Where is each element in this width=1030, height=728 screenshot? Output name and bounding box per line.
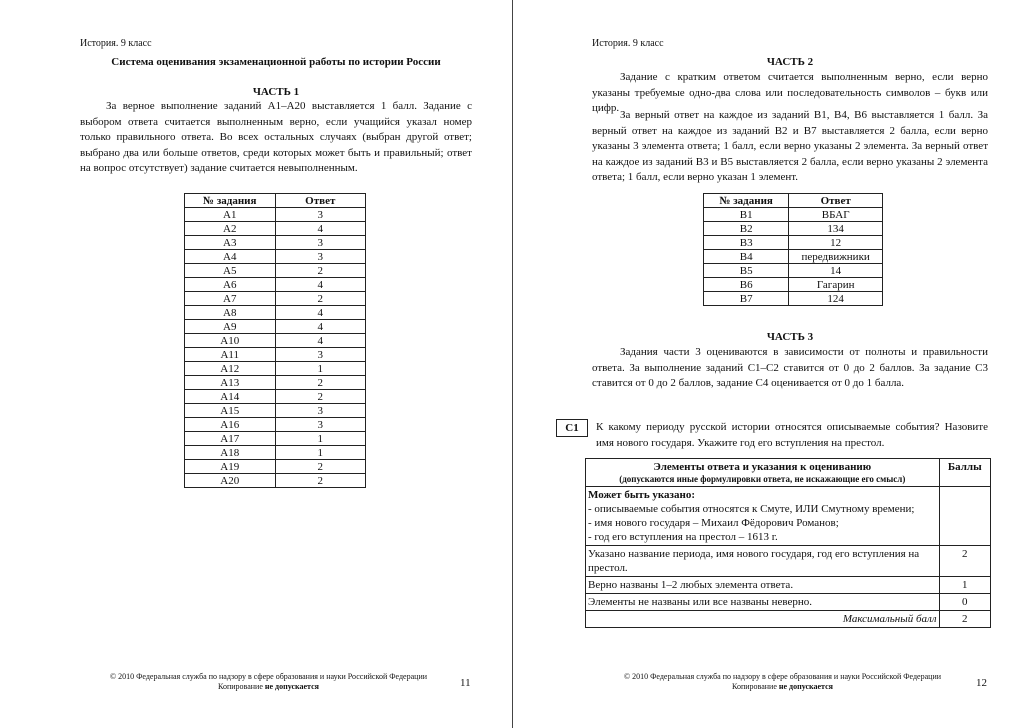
task-number-cell: А10 [185,334,276,348]
task-number-cell: В3 [704,236,789,250]
task-number-cell: А15 [185,404,276,418]
table-row [185,418,366,432]
column-header-answer: Ответ [275,194,365,208]
task-number-cell: А1 [185,208,276,222]
table-row [185,348,366,362]
task-number-cell: В5 [704,264,789,278]
page-left [0,0,513,728]
task-number-cell: А19 [185,460,276,474]
task-number-cell: В4 [704,250,789,264]
answer-cell: 3 [275,208,365,222]
table-row [185,250,366,264]
footer-copy-prefix: Копирование [732,682,779,691]
page-right [514,0,1030,728]
answer-cell: 124 [789,292,883,306]
task-number-cell: А5 [185,264,276,278]
table-row [185,222,366,236]
part2-paragraph-1: Задание с кратким ответом считается выполненным верно, если верно указаны требуемые одно-два слова или последовательность символов – букв или цифр. [592,71,988,114]
answer-cell: 3 [275,404,365,418]
task-c1-question: К какому периоду русской истории относятся описываемые события? Назовите имя нового государя. Укажите год его вступления на престол. [596,421,988,449]
answer-cell: 14 [789,264,883,278]
table-row [185,432,366,446]
page-number: 12 [976,677,987,689]
part1-paragraph: За верное выполнение заданий А1–А20 выставляется 1 балл. Задание с выбором ответа считается выполненным верно, если учащийся указал номер только правильного ответа. Во всех остальных случаях (выбран другой ответ; выбрано два или больше ответов, среди которых может быть и правильный; ответ на вопрос отсутствует) задание считается невыполненным. [80,100,472,174]
table-row [185,474,366,488]
table-row [185,404,366,418]
criteria-row-points: 1 [939,577,990,594]
answer-cell: 1 [275,446,365,460]
criteria-row-text: Верно названы 1–2 любых элемента ответа. [586,577,940,594]
table-row [185,208,366,222]
part3-paragraph: Задания части 3 оцениваются в зависимости от полноты и правильности ответа. За выполнение заданий С1–С2 ставится от 0 до 2 баллов. За задание С3 ставится от 0 до 2 баллов, задание С4 оценивается от 0 до 1 балла. [592,346,988,389]
criteria-element: - имя нового государя – Михаил Фёдорович Романов; [588,517,839,529]
task-number-cell: А4 [185,250,276,264]
answer-cell: ВБАГ [789,208,883,222]
answer-cell: 2 [275,292,365,306]
task-number-cell: А11 [185,348,276,362]
criteria-table [585,458,991,628]
answer-cell: 2 [275,264,365,278]
table-row [704,222,883,236]
table-row [704,208,883,222]
table-row [704,236,883,250]
table-row [185,362,366,376]
part2-paragraph-2: За верный ответ на каждое из заданий В1, В4, В6 выставляется 1 балл. За верный ответ на каждое из заданий В2 и В7 выставляется 2 балла, если верно указаны 3 элемента ответа; 1 балл, если верно указаны 2 элемента. За верный ответ на каждое из заданий В3 и В5 выставляется 2 балла, если верно указаны 2 элемента ответа; 1 балл, если верно указан 1 элемент. [592,109,988,183]
task-number-cell: А8 [185,306,276,320]
table-row [185,306,366,320]
answer-cell: 3 [275,418,365,432]
page-header: История. 9 класс [592,38,664,49]
answer-cell: 3 [275,348,365,362]
table-row [185,334,366,348]
table-row [185,390,366,404]
answer-cell: 4 [275,222,365,236]
answer-cell: 3 [275,250,365,264]
answer-cell: 4 [275,278,365,292]
answers-table-part2 [703,193,883,306]
table-row [185,292,366,306]
footer-copyright: © 2010 Федеральная служба по надзору в сфере образования и науки Российской Федерации [110,672,427,681]
table-row [185,460,366,474]
criteria-row-points: 0 [939,594,990,611]
answer-cell: 4 [275,334,365,348]
task-number-cell: А18 [185,446,276,460]
criteria-empty-cell [939,487,990,546]
answer-cell: 134 [789,222,883,236]
task-number-cell: В2 [704,222,789,236]
answer-cell: 4 [275,320,365,334]
answers-table-part1 [184,193,366,488]
footer-copy-warning: не допускается [264,682,319,691]
page-footer [96,672,441,692]
column-header-task: № задания [185,194,276,208]
criteria-header-points: Баллы [939,459,990,487]
column-header-answer: Ответ [789,194,883,208]
criteria-max-label: Максимальный балл [586,611,940,628]
task-number-cell: А17 [185,432,276,446]
task-number-cell: В7 [704,292,789,306]
part3-title: ЧАСТЬ 3 [766,331,814,343]
table-row [185,320,366,334]
criteria-header-sub: (допускаются иные формулировки ответа, не искажающие его смысл) [619,474,906,484]
table-row [704,250,883,264]
task-number-cell: А6 [185,278,276,292]
answer-cell: 2 [275,376,365,390]
footer-copyright: © 2010 Федеральная служба по надзору в сфере образования и науки Российской Федерации [624,672,941,681]
answer-cell: 1 [275,432,365,446]
task-number-cell: А14 [185,390,276,404]
task-number-cell: В1 [704,208,789,222]
answer-cell: Гагарин [789,278,883,292]
column-header-task: № задания [704,194,789,208]
criteria-header [586,459,940,487]
table-row [704,292,883,306]
criteria-answer-elements [586,487,940,546]
answer-cell: 4 [275,306,365,320]
page-number: 11 [460,677,471,689]
answer-cell: 3 [275,236,365,250]
task-number-cell: А13 [185,376,276,390]
task-c1-label: С1 [556,419,588,437]
answer-cell: 2 [275,390,365,404]
table-row [704,264,883,278]
table-row [185,264,366,278]
criteria-may-be-label: Может быть указано: [588,489,695,501]
table-row [185,446,366,460]
page-footer [610,672,955,692]
task-number-cell: А2 [185,222,276,236]
criteria-max-points: 2 [939,611,990,628]
footer-copy-warning: не допускается [778,682,833,691]
footer-copy-prefix: Копирование [218,682,265,691]
answer-cell: передвижники [789,250,883,264]
answer-cell: 2 [275,460,365,474]
task-number-cell: А3 [185,236,276,250]
part1-title: ЧАСТЬ 1 [252,86,300,98]
answer-cell: 2 [275,474,365,488]
criteria-element: - год его вступления на престол – 1613 г. [588,531,778,543]
task-number-cell: А7 [185,292,276,306]
part2-title: ЧАСТЬ 2 [766,56,814,68]
criteria-row-text: Указано название периода, имя нового государя, год его вступления на престол. [586,546,940,577]
answer-cell: 1 [275,362,365,376]
table-row [185,376,366,390]
task-number-cell: А9 [185,320,276,334]
criteria-row-text: Элементы не названы или все названы неверно. [586,594,940,611]
task-number-cell: А12 [185,362,276,376]
task-number-cell: А16 [185,418,276,432]
task-number-cell: А20 [185,474,276,488]
answer-cell: 12 [789,236,883,250]
criteria-row-points: 2 [939,546,990,577]
page-header: История. 9 класс [80,38,152,49]
criteria-element: - описываемые события относятся к Смуте, ИЛИ Смутному времени; [588,503,915,515]
page-title: Система оценивания экзаменационной работы по истории России [111,56,441,68]
table-row [185,236,366,250]
table-row [704,278,883,292]
criteria-header-main: Элементы ответа и указания к оцениванию [653,461,872,473]
task-number-cell: В6 [704,278,789,292]
table-row [185,278,366,292]
